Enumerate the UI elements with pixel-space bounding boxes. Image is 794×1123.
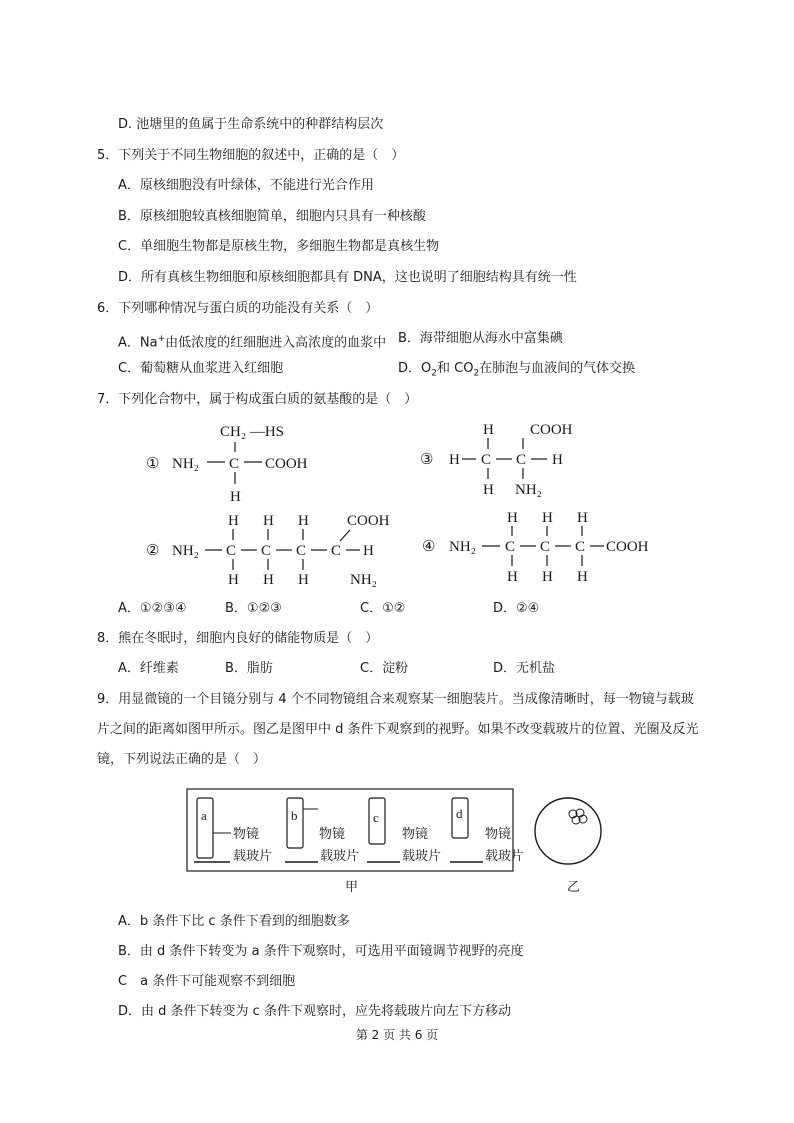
q9-option-c: C a 条件下可能观察不到细胞 xyxy=(118,974,296,989)
svg-text:C: C xyxy=(505,539,516,555)
svg-text:①: ① xyxy=(146,456,160,472)
structure-1 xyxy=(146,424,308,505)
q9-option-a: A．b 条件下比 c 条件下看到的细胞数多 xyxy=(118,914,350,929)
svg-text:C: C xyxy=(481,452,492,468)
svg-text:H: H xyxy=(483,482,494,498)
q8-option-b: B．脂肪 xyxy=(225,661,273,676)
q5-option-b: B．原核细胞较真核细胞简单，细胞内只具有一种核酸 xyxy=(118,209,426,224)
q9-stem-line1: 9．用显微镜的一个目镜分别与 4 个不同物镜组合来观察某一细胞装片。当成像清晰时，每一物镜与载玻 xyxy=(97,692,694,707)
svg-text:COOH: COOH xyxy=(347,513,390,529)
svg-text:C: C xyxy=(296,543,307,559)
q7-structures xyxy=(0,414,794,594)
svg-text:NH₂: NH₂ xyxy=(172,456,199,472)
svg-text:物镜: 物镜 xyxy=(402,826,429,841)
q9-option-b: B．由 d 条件下转变为 a 条件下观察时，可选用平面镜调节视野的亮度 xyxy=(118,944,524,959)
svg-text:c: c xyxy=(373,810,379,825)
svg-text:H: H xyxy=(263,513,274,529)
svg-text:载玻片: 载玻片 xyxy=(233,848,273,863)
svg-text:H: H xyxy=(263,572,274,588)
svg-text:NH₂: NH₂ xyxy=(515,482,542,498)
svg-text:H: H xyxy=(542,569,553,585)
svg-text:NH₂: NH₂ xyxy=(172,543,199,559)
q9-figure xyxy=(0,776,794,896)
q8-option-c: C．淀粉 xyxy=(360,661,409,676)
svg-text:载玻片: 载玻片 xyxy=(402,848,442,863)
svg-text:C: C xyxy=(261,543,272,559)
svg-text:NH₂: NH₂ xyxy=(449,539,476,555)
svg-text:H: H xyxy=(542,510,553,526)
svg-text:甲: 甲 xyxy=(345,879,359,894)
svg-text:H: H xyxy=(230,489,241,505)
svg-text:COOH: COOH xyxy=(606,539,649,555)
q5-option-c: C．单细胞生物都是原核生物，多细胞生物都是真核生物 xyxy=(118,239,440,254)
q7-option-a: A．①②③④ xyxy=(118,601,187,616)
svg-text:物镜: 物镜 xyxy=(233,826,260,841)
svg-text:C: C xyxy=(229,456,240,472)
structure-4 xyxy=(422,510,649,585)
svg-text:H: H xyxy=(483,422,494,438)
page-footer: 第 2 页 共 6 页 xyxy=(355,1028,439,1042)
objective-lens-c xyxy=(367,798,441,863)
q5-option-d: D．所有真核生物细胞和原核细胞都具有 DNA，这也说明了细胞结构具有统一性 xyxy=(118,270,577,285)
svg-text:H: H xyxy=(228,572,239,588)
svg-text:④: ④ xyxy=(422,539,436,555)
svg-text:b: b xyxy=(291,808,298,823)
svg-text:H: H xyxy=(298,572,309,588)
structure-3 xyxy=(420,422,573,498)
q9-stem-line3: 镜，下列说法正确的是（ ） xyxy=(97,752,267,767)
q5-option-a: A．原核细胞没有叶绿体，不能进行光合作用 xyxy=(118,178,374,193)
svg-text:乙: 乙 xyxy=(567,879,581,894)
svg-text:②: ② xyxy=(146,543,160,559)
svg-text:H: H xyxy=(449,452,460,468)
objective-lens-a xyxy=(194,798,272,863)
q7-option-b: B．①②③ xyxy=(225,601,282,616)
svg-text:COOH: COOH xyxy=(530,422,573,438)
q8-option-a: A．纤维素 xyxy=(118,661,179,676)
svg-text:H: H xyxy=(298,513,309,529)
q8-stem: 8．熊在冬眠时，细胞内良好的储能物质是（ ） xyxy=(97,631,379,646)
q6-option-c: C．葡萄糖从血浆进入红细胞 xyxy=(118,361,284,376)
svg-text:C: C xyxy=(516,452,527,468)
svg-text:物镜: 物镜 xyxy=(485,826,512,841)
field-of-view xyxy=(535,798,601,894)
svg-text:物镜: 物镜 xyxy=(319,826,346,841)
svg-text:C: C xyxy=(540,539,551,555)
svg-text:NH₂: NH₂ xyxy=(350,572,377,588)
q6-option-a: A．Na+由低浓度的红细胞进入高浓度的血浆中 xyxy=(118,334,387,351)
q9-option-d: D．由 d 条件下转变为 c 条件下观察时，应先将载玻片向左下方移动 xyxy=(118,1004,511,1019)
q5-stem: 5．下列关于不同生物细胞的叙述中，正确的是（ ） xyxy=(97,148,405,163)
q8-option-d: D．无机盐 xyxy=(493,661,556,676)
svg-text:d: d xyxy=(456,806,463,821)
svg-text:C: C xyxy=(331,543,342,559)
q9-stem-line2: 片之间的距离如图甲所示。图乙是图甲中 d 条件下观察到的视野。如果不改变载玻片的位置、光圈及反光 xyxy=(97,722,699,737)
svg-text:载玻片: 载玻片 xyxy=(320,848,360,863)
svg-text:H: H xyxy=(577,510,588,526)
svg-text:H: H xyxy=(228,513,239,529)
svg-text:H: H xyxy=(552,452,563,468)
svg-text:CH₂ —HS: CH₂ —HS xyxy=(220,424,284,440)
q4-option-d: D. 池塘里的鱼属于生命系统中的种群结构层次 xyxy=(118,117,384,132)
svg-text:COOH: COOH xyxy=(265,456,308,472)
q6-stem: 6．下列哪种情况与蛋白质的功能没有关系（ ） xyxy=(97,301,379,316)
structure-2 xyxy=(146,513,390,588)
svg-text:C: C xyxy=(226,543,237,559)
objective-lens-b xyxy=(285,798,359,863)
svg-text:H: H xyxy=(363,543,374,559)
q6-option-b: B．海带细胞从海水中富集碘 xyxy=(398,331,563,346)
svg-text:C: C xyxy=(575,539,586,555)
svg-text:H: H xyxy=(507,510,518,526)
svg-text:③: ③ xyxy=(420,452,434,468)
svg-text:H: H xyxy=(507,569,518,585)
q7-option-d: D．②④ xyxy=(493,601,540,616)
svg-text:H: H xyxy=(577,569,588,585)
q7-stem: 7．下列化合物中，属于构成蛋白质的氨基酸的是（ ） xyxy=(97,392,418,407)
svg-text:a: a xyxy=(201,808,207,823)
q6-option-d: D．$O_2$和 $CO_2$在肺泡与血液间的气体交换 xyxy=(398,361,636,379)
svg-text:载玻片: 载玻片 xyxy=(485,848,525,863)
q7-option-c: C．①② xyxy=(360,601,406,616)
